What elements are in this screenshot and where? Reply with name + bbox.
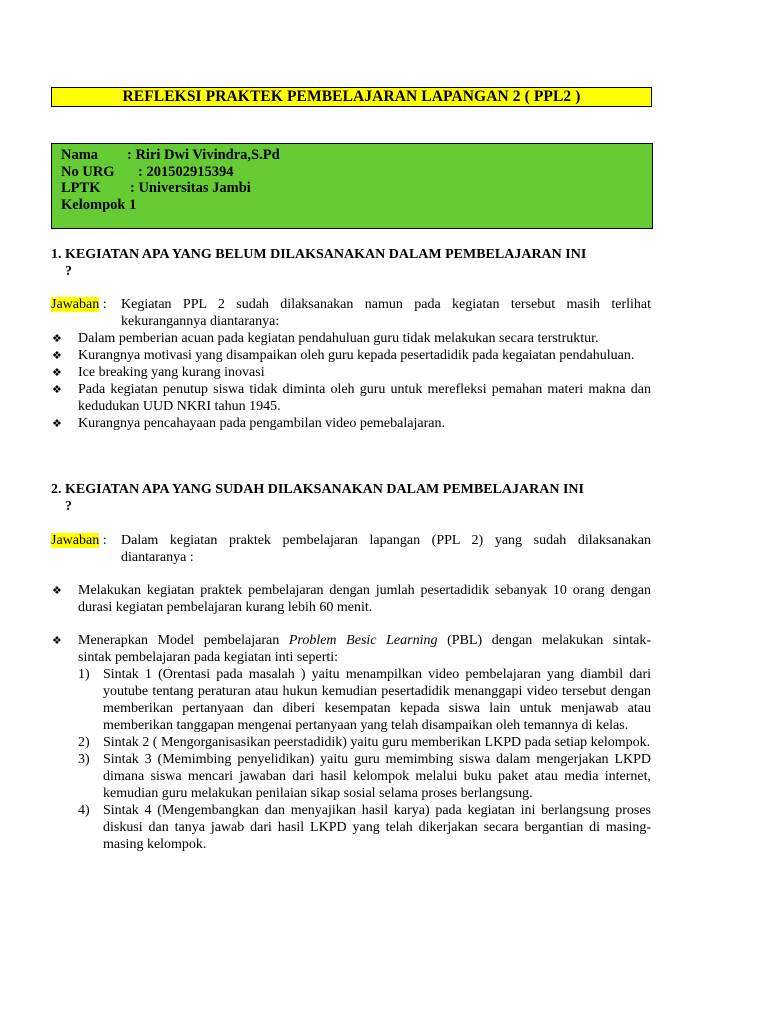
list-item: ❖ Dalam pemberian acuan pada kegiatan pendahuluan guru tidak melakukan secara terstruktur. [52,331,599,346]
document-title: REFLEKSI PRAKTEK PEMBELAJARAN LAPANGAN 2 ( PPL2 ) [51,87,652,107]
question-1-text: 1. KEGIATAN APA YANG BELUM DILAKSANAKAN DALAM PEMBELAJARAN INI [51,247,587,262]
diamond-bullet-icon: ❖ [52,383,62,396]
answer-1-line1: Kegiatan PPL 2 sudah dilaksanakan namun pada kegiatan tersebut masih terlihat [121,297,651,312]
answer-2-sep: : [99,533,107,548]
lptk-label: LPTK [61,180,101,197]
section-2-bullet-list [51,582,651,616]
answer-1 [51,296,651,330]
answer-2-line2: diantaranya : [121,550,194,565]
lptk-value: : Universitas Jambi [130,180,251,197]
answer-1-label-wrap [51,296,121,313]
section-1-bullet-list [51,330,651,432]
answer-1-label: Jawaban [51,297,100,312]
diamond-bullet-icon: ❖ [52,349,62,362]
list-item: ❖ Ice breaking yang kurang inovasi [52,365,265,380]
pbl-steps-list [51,666,651,853]
answer-2-label-wrap [51,532,121,549]
pbl-intro-line2: sintak pembelajaran pada kegiatan inti seperti: [78,650,339,665]
question-1 [51,247,653,280]
name-label: Nama [61,147,99,163]
answer-2-line1: Dalam kegiatan praktek pembelajaran lapangan (PPL 2) yang sudah dilaksanakan [121,533,651,548]
name-value: : Riri Dwi Vivindra,S.Pd [127,147,280,163]
list-item: ❖ Pada kegiatan penutup siswa tidak diminta oleh guru untuk merefleksi pemahan materi makna dan kedudukan UUD NKRI tahun 1945. [52,382,651,414]
list-item: ❖ Melakukan kegiatan praktek pembelajaran dengan jumlah pesertadidik sebanyak 10 orang dengan durasi kegiatan pembelajaran kurang lebih 60 menit. [52,583,651,615]
list-item: ❖ Kurangnya pencahayaan pada pengambilan video pemebalajaran. [52,416,445,431]
answer-1-line2: kekurangannya diantaranya: [121,314,280,329]
diamond-bullet-icon: ❖ [52,366,62,379]
diamond-bullet-icon: ❖ [52,584,62,597]
pbl-model-name: Problem Besic Learning [288,633,438,648]
answer-2-label: Jawaban [51,533,100,548]
answer-1-sep: : [99,297,107,312]
answer-2 [51,532,651,566]
urg-value: : 201502915394 [138,163,234,180]
urg-row [61,164,652,181]
list-item: 4) Sintak 4 (Mengembangkan dan menyajikan hasil karya) pada kegiatan ini berlangsung proses diskusi dan tanya jawab dari hasil LKPD yang telah dikerjakan secara bergantian di masing-masing kelompok. [78,803,651,852]
question-2 [51,482,653,515]
list-item: ❖ Kurangnya motivasi yang disampaikan oleh guru kepada pesertadidik pada kegaiatan pendahuluan. [52,348,635,363]
list-item: 1) Sintak 1 (Orentasi pada masalah ) yaitu menampilkan video pembelajaran yang diambil dari youtube tentang peraturan atau hukun kemudian pesertadidik menanggapi video tersebut dengan memberikan pertanyaan dan diberi kesempatan kepada siswa lain untuk menjawab atau memberikan tanggapan mengenai pertanyaan yang telah disampaikan oleh temannya di kelas. [78,667,651,733]
list-item: 3) Sintak 3 (Memimbing penyelidikan) yaitu guru memimbing siswa dalam mengerjakan LKPD dimana siswa mencari jawaban dari hasil kelompok melalui buku paket atau media internet, kemudian guru melakukan penilaian sikap sosial selama proses berlangsung. [78,752,651,801]
question-1-mark: ? [65,263,72,279]
name-row [61,147,652,164]
question-2-mark: ? [65,498,72,514]
diamond-bullet-icon: ❖ [52,332,62,345]
lptk-row [61,180,652,197]
diamond-bullet-icon: ❖ [52,634,62,647]
identity-box [51,143,653,229]
kelompok-row: Kelompok 1 [61,197,137,214]
question-2-text: 2. KEGIATAN APA YANG SUDAH DILAKSANAKAN DALAM PEMBELAJARAN INI [51,482,584,497]
pbl-intro [51,632,651,666]
urg-label: No URG [61,163,115,180]
pbl-intro-line1: ❖ Menerapkan Model pembelajaran Problem Besic Learning (PBL) dengan melakukan sintak- [52,633,651,648]
diamond-bullet-icon: ❖ [52,417,62,430]
list-item: 2) Sintak 2 ( Mengorganisasikan peerstadidik) yaitu guru memberikan LKPD pada setiap kelompok. [78,735,651,750]
